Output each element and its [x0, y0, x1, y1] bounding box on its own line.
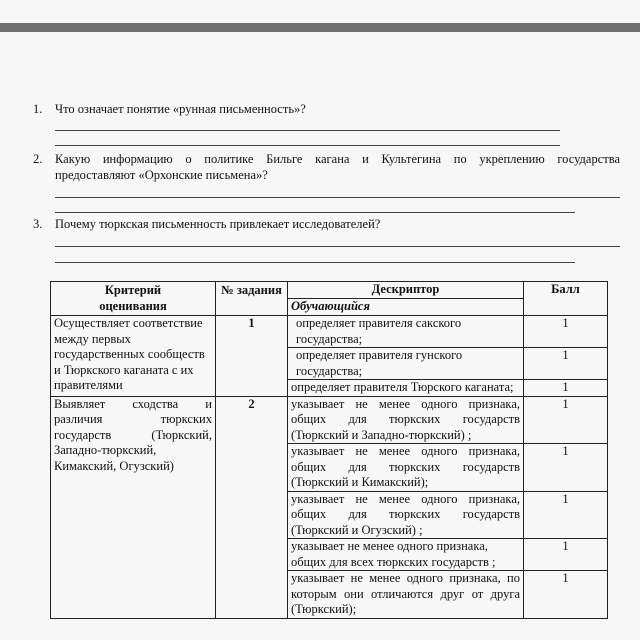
descriptor-cell: указывает не менее одного признака, общих для тюркских государств (Тюркский и Западно-тюркский) ;: [288, 396, 524, 444]
score-cell: 1: [524, 491, 608, 539]
score-cell: 1: [524, 444, 608, 492]
descriptor-cell: указывает не менее одного признака, общих для тюркских государств (Тюркский и Огузский) ;: [288, 491, 524, 539]
answer-line[interactable]: [55, 246, 620, 247]
criterion-cell: Осуществляет соответствие между первых государственных сообществ и Тюркского каганата с их правителями: [51, 316, 216, 397]
score-cell: 1: [524, 380, 608, 397]
table-row: [51, 396, 608, 444]
question-number: 2.: [33, 152, 43, 166]
descriptor-cell: указывает не менее одного признака, общих для тюркских государств (Тюркский и Кимакский);: [288, 444, 524, 492]
rubric-table: [50, 281, 608, 619]
top-bar: [0, 23, 640, 32]
header-score: Балл: [524, 282, 608, 316]
question-text-line1: Какую информацию о политике Бильге кагана и Культегина по укреплению государства: [55, 152, 620, 166]
descriptor-cell: определяет правителя Тюрского каганата;: [288, 380, 524, 397]
header-row: [51, 282, 608, 299]
task-number: 2: [216, 396, 288, 618]
criterion-cell: Выявляет сходства и различия тюркских государств (Тюркский, Западно-тюркский, Кимакский, Огузский): [51, 396, 216, 618]
header-descriptor: Дескриптор: [288, 282, 524, 299]
score-cell: 1: [524, 348, 608, 380]
question-number: 3.: [33, 217, 43, 231]
answer-line[interactable]: [55, 262, 575, 263]
descriptor-cell: [288, 348, 524, 380]
question-text: Почему тюркская письменность привлекает исследователей?: [55, 217, 381, 231]
header-criterion: Критерий оценивания: [51, 282, 216, 316]
score-cell: 1: [524, 396, 608, 444]
header-task-no: № задания: [216, 282, 288, 316]
answer-line[interactable]: [55, 212, 575, 213]
descriptor-subheader: Обучающийся: [288, 299, 524, 316]
question-text-line2: предоставляют «Орхонские письмена»?: [55, 168, 268, 182]
question-number: 1.: [33, 102, 43, 116]
task-number: 1: [216, 316, 288, 397]
descriptor-text: определяет правителя сакского государства;: [296, 316, 462, 346]
answer-line[interactable]: [55, 197, 620, 198]
score-cell: 1: [524, 316, 608, 348]
answer-line[interactable]: [55, 130, 560, 131]
descriptor-text: определяет правителя гунского государства;: [296, 348, 463, 378]
descriptor-cell: указывает не менее одного признака, по которым они отличаются друг от друга (Тюркский);: [288, 571, 524, 619]
answer-line[interactable]: [55, 145, 560, 146]
descriptor-cell: указывает не менее одного признака, общих для всех тюркских государств ;: [288, 539, 524, 571]
table-row: [51, 316, 608, 348]
score-cell: 1: [524, 539, 608, 571]
question-text: Что означает понятие «рунная письменность»?: [55, 102, 306, 116]
score-cell: 1: [524, 571, 608, 619]
descriptor-cell: [288, 316, 524, 348]
